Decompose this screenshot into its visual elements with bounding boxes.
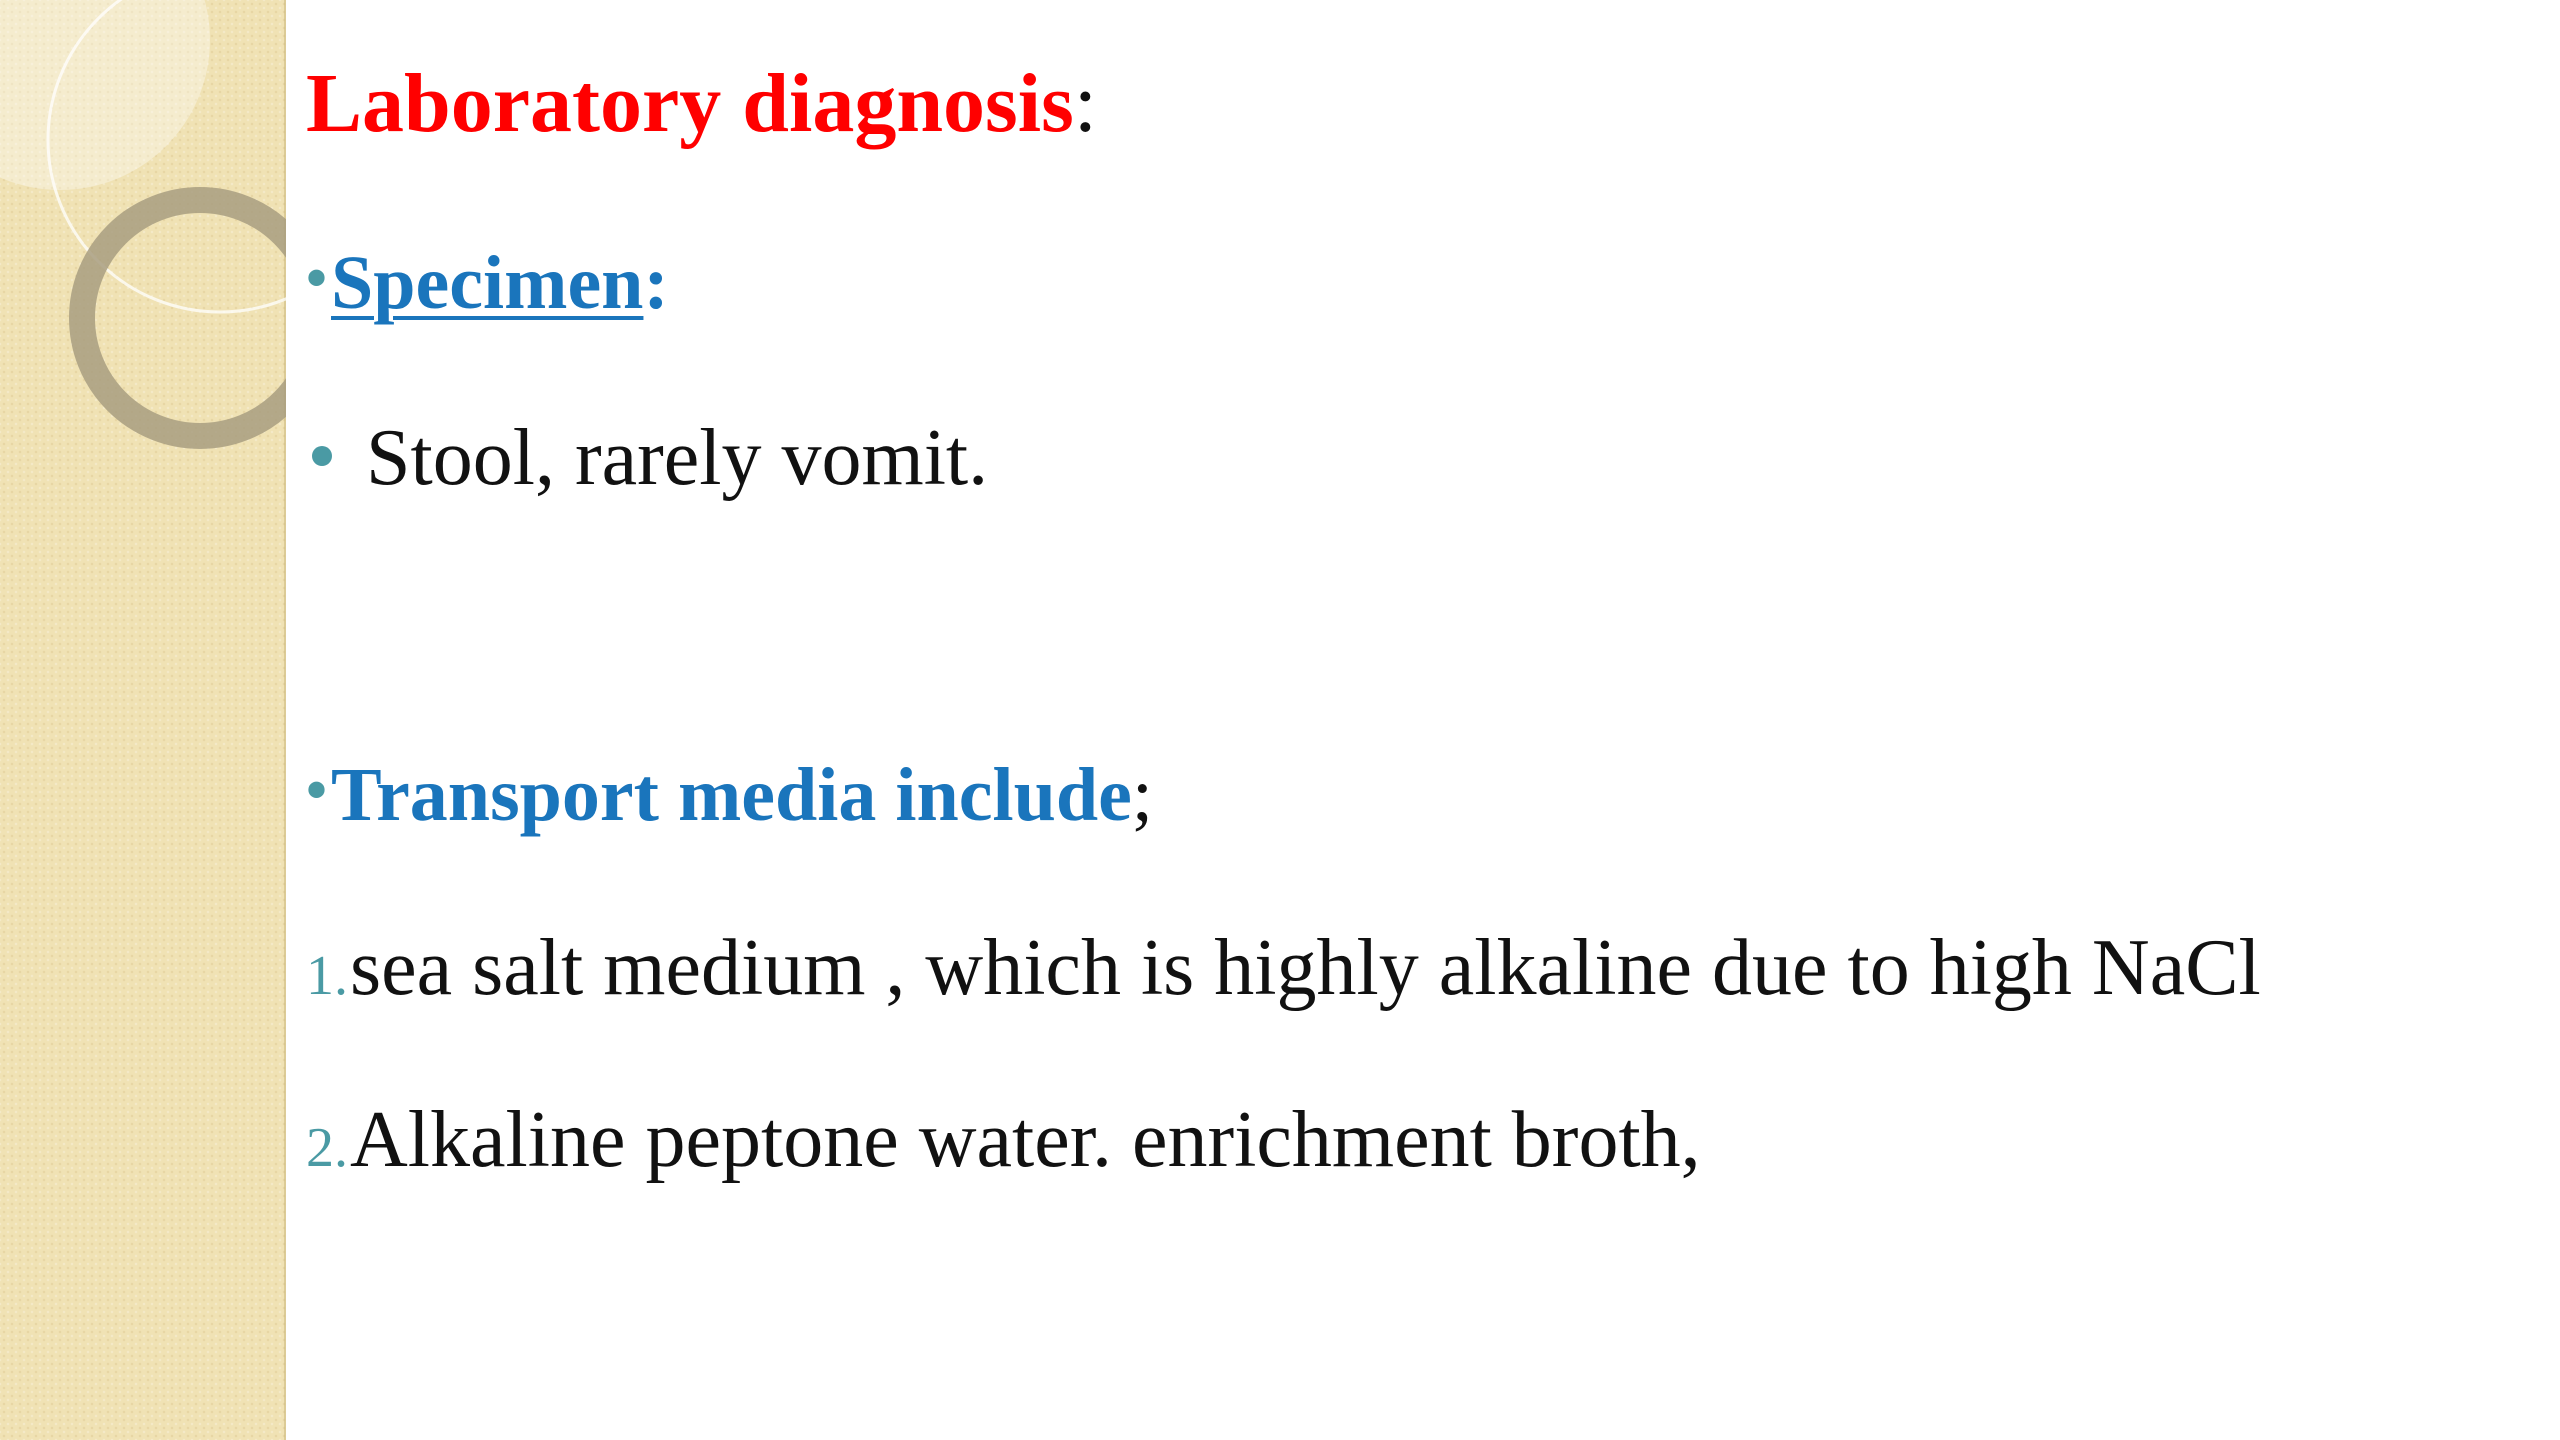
bullet-icon xyxy=(312,446,332,466)
slide-title xyxy=(306,57,1098,150)
specimen-heading-label: Specimen xyxy=(331,241,644,325)
slide-content xyxy=(306,0,2520,1440)
slide-title-text: Laboratory diagnosis xyxy=(306,57,1074,150)
bullet-icon: • xyxy=(306,757,328,823)
specimen-heading xyxy=(306,241,669,325)
specimen-heading-colon: : xyxy=(643,241,669,325)
specimen-item-text: Stool, rarely vomit. xyxy=(366,414,989,502)
list-item xyxy=(306,924,2261,1012)
transport-media-heading xyxy=(306,753,1153,837)
list-item-number: 2. xyxy=(306,1117,348,1179)
transport-media-heading-label: Transport media include xyxy=(331,753,1132,837)
transport-media-heading-semicolon: ; xyxy=(1131,753,1153,837)
decorative-side-panel xyxy=(0,0,286,1440)
list-item xyxy=(306,1096,1701,1184)
specimen-item xyxy=(312,414,989,502)
slide-title-colon: : xyxy=(1073,57,1098,150)
list-item-text: Alkaline peptone water. enrichment broth, xyxy=(350,1096,1701,1184)
list-item-number: 1. xyxy=(306,945,348,1007)
bullet-icon: • xyxy=(306,245,328,311)
list-item-text: sea salt medium , which is highly alkaline due to high NaCl xyxy=(350,924,2261,1012)
decorative-ring-graphic xyxy=(0,0,286,520)
